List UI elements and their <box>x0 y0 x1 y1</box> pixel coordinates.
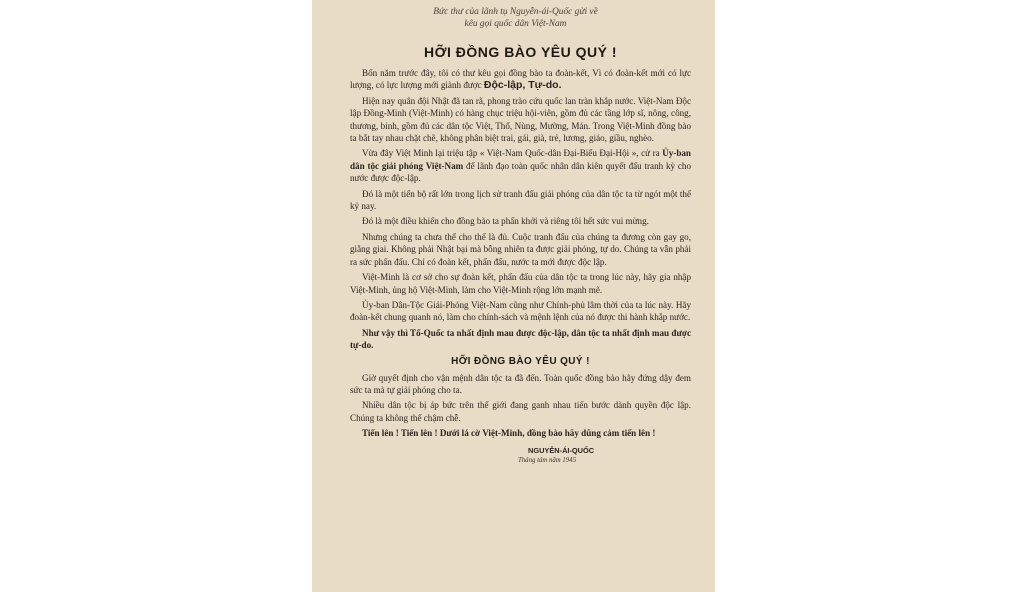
paragraph-3-text-c: để lãnh đạo toàn quốc nhân dân kiên quyết đấu tranh kỳ cho nước được độc-lập. <box>350 160 691 184</box>
paragraph-4: Đó là một tiến bộ rất lớn trong lịch sử tranh đấu giải phóng của dân tộc ta từ ngót một thế kỷ nay. <box>350 188 691 212</box>
letter-title-2: HỠI ĐỒNG BÀO YÊU QUÝ ! <box>451 355 590 367</box>
letter-page <box>312 0 715 592</box>
paragraph-3-emphasis: Ủy-ban dân tộc giải phóng Việt-Nam <box>350 148 691 171</box>
paragraph-7: Việt-Minh là cơ sở cho sự đoàn kết, phấn đấu của dân tộc ta trong lúc này, hãy gia nhập Việt-Minh, ủng hộ Việt-Minh, làm cho Việt-Minh rộng lớn mạnh mẽ. <box>350 272 691 295</box>
signature: NGUYỄN-ÁI-QUỐC <box>528 445 595 455</box>
paragraph-1-emphasis: Độc-lập, Tự-do. <box>483 79 562 92</box>
paragraph-8: Ủy-ban Dân-Tộc Giải-Phóng Việt-Nam cũng như Chính-phủ lâm thời của ta lúc này. Hãy đoàn-kết chung quanh nó, làm cho chính-sách và mệnh lệnh của nó được thi hành khắp nước. <box>350 299 691 323</box>
paragraph-5: Đó là một điều khiến cho đồng bào ta phấn khởi và riêng tôi hết sức vui mừng. <box>362 216 649 227</box>
letter-header <box>340 6 691 30</box>
paragraph-3 <box>350 147 691 184</box>
paragraph-2: Hiện nay quân đội Nhật đã tan rã, phong trào cứu quốc lan tràn khắp nước. Việt-Nam Độc lập Đồng-Minh (Việt-Minh) có hàng chục triệu hội-viên, gồm đủ các tầng lớp sĩ, nông, công, thương, binh, gồm đủ các dân tộc Việt, Thổ, Nùng, Mường, Mán. Trong Việt-Minh đồng bào ta bắt tay nhau chặt chẽ, không phân biệt trai, gái, già, trẻ, lương, giáo, giầu, nghèo. <box>350 95 691 144</box>
paragraph-9: Như vậy thì Tổ-Quốc ta nhất định mau được độc-lập, dân tộc ta nhất định mau được tự-do. <box>350 327 691 351</box>
letter-date: Tháng tám năm 1945 <box>518 456 576 464</box>
paragraph-1 <box>350 67 691 92</box>
letter-title: HỠI ĐỒNG BÀO YÊU QUÝ ! <box>423 44 618 60</box>
paragraph-12: Tiến lên ! Tiến lên ! Dưới lá cờ Việt-Minh, đồng bào hãy dũng cảm tiến lên ! <box>362 428 656 439</box>
paragraph-6: Nhưng chúng ta chưa thể cho thế là đủ. Cuộc tranh đấu của chúng ta đương còn gay go, giằng giai. Không phải Nhật bại mà bỗng nhiên ta được giải phóng, tự do. Chúng ta vẫn phải ra sức phấn đấu. Chỉ có đoàn kết, phấn đấu, nước ta mới được độc lập. <box>350 231 691 267</box>
paragraph-11: Nhiều dân tộc bị áp bức trên thế giới đang ganh nhau tiến bước dành quyền độc lập. Chúng ta không thể chậm chễ. <box>350 400 691 423</box>
paragraph-3-text-a: Vừa đây Việt Minh lại triệu tập « Việt-Nam Quốc-dân Đại-Biểu Đại-Hội », cử ra <box>362 148 660 159</box>
header-line-2: kêu gọi quốc dân Việt-Nam <box>464 19 567 29</box>
paragraph-10: Giờ quyết định cho vận mệnh dân tộc ta đã đến. Toàn quốc đồng bào hãy đứng dậy đem sức ta mà tự giải phóng cho ta. <box>350 372 691 395</box>
header-line-1: Bức thư của lãnh tụ Nguyễn-ái-Quốc gửi về <box>433 7 598 17</box>
paragraph-1-text: Bốn năm trước đây, tôi có thư kêu gọi đồng bào ta đoàn-kết, Vì có đoàn-kết mới có lực lượng, có lực lượng mới giành được <box>350 68 691 91</box>
